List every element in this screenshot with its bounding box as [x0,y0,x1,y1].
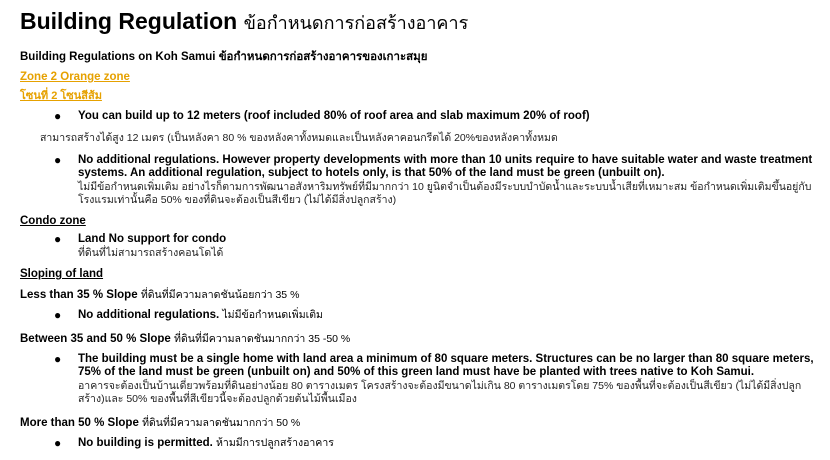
slope-more50-item-th: ห้ามมีการปลูกสร้างอาคาร [216,437,334,449]
condo-item-th: ที่ดินที่ไม่สามารถสร้างคอนโดได้ [78,247,224,259]
bullet-icon: ● [54,109,62,123]
bullet-icon: ● [54,352,62,366]
zone2-item-th: สามารถสร้างได้สูง 12 เมตร (เป็นหลังคา 80 % ของหลังคาทั้งหมดและเป็นหลังคาคอนกรีตได้ 20%ของหลังคาทั้งหมด [40,132,558,144]
list-item [54,309,816,322]
list-item [54,353,816,406]
slope-heading: Sloping of land [20,268,104,280]
slope-between-item-th: อาคารจะต้องเป็นบ้านเดี่ยวพร้อมที่ดินอย่างน้อย 80 ตารางเมตร โครงสร้างจะต้องมีขนาดไม่เกิน 80 ตารางเมตรโดย 75% ของพื้นที่จะต้องเป็นสีเขียว (ไม่ได้มีสิ่งปลูกสร้าง)และ 50% ของพื้นที่สีเขียวนี้จะต้องปลูกด้วยต้นไม้พื้นเมือง [78,380,802,405]
slope-between-list [20,353,816,406]
list-item [54,437,816,450]
slope-less35-th: ที่ดินที่มีความลาดชันน้อยกว่า 35 % [140,289,300,301]
slope-more50-item-en: No building is permitted. [78,437,213,449]
slope-more50 [20,414,816,431]
condo-list [20,233,816,260]
slope-between-item-en: The building must be a single home with land area a minimum of 80 square meters. Structures can be no larger than 80 square meters, 75% of the land must be green (unbuilt on) and 50% of this green land must have be planted with trees native to Koh Samui. [78,353,814,378]
slope-more50-en: More than 50 % Slope [20,417,139,429]
bullet-icon: ● [54,308,62,322]
slope-more50-th: ที่ดินที่มีความลาดชันมากกว่า 50 % [142,417,301,429]
slope-between-en: Between 35 and 50 % Slope [20,333,171,345]
slope-less35-en: Less than 35 % Slope [20,289,138,301]
zone2-title-en: Zone 2 Orange zone [20,71,130,83]
condo-heading: Condo zone [20,215,86,227]
list-item [54,110,816,123]
bullet-icon: ● [54,232,62,246]
bullet-icon: ● [54,436,62,450]
page-title-en: Building Regulation [20,8,238,34]
list-item [54,154,816,207]
slope-between-th: ที่ดินที่มีความลาดชันมากกว่า 35 -50 % [174,333,351,345]
bullet-icon: ● [54,153,62,167]
subtitle: Building Regulations on Koh Samui ข้อกำหนดการก่อสร้างอาคารของเกาะสมุย [20,51,428,63]
zone2-item-en: No additional regulations. However property developments with more than 10 units require to have suitable water and waste treatment systems. An additional regulation, subject to hotels only, is that 50% of the land must be green (unbuilt on). [78,154,813,179]
slope-more50-list [20,437,816,450]
condo-item-en: Land No support for condo [78,233,227,245]
slope-less35-item-th: ไม่มีข้อกำหนดเพิ่มเติม [222,309,323,321]
slope-less35-list [20,309,816,322]
zone2-item-th: ไม่มีข้อกำหนดเพิ่มเติม อย่างไรก็ตามการพัฒนาอสังหาริมทรัพย์ที่มีมากกว่า 10 ยูนิตจำเป็นต้องมีระบบบำบัดน้ำและระบบน้ำเสียที่เหมาะสม ข้อกำหนดเพิ่มเติมขึ้นอยู่กับโรงแรมเท่านั้นคือ 50% ของที่ดินจะต้องเป็นสีเขียว (ไม่ได้มีสิ่งปลูกสร้าง) [78,181,812,206]
slope-less35-item-en: No additional regulations. [78,309,220,321]
zone2-list [20,110,816,123]
zone2-item-en: You can build up to 12 meters (roof included 80% of roof area and slab maximum 20% of roof) [78,110,590,122]
zone2-title-th: โซนที่ 2 โซนสีส้ม [20,90,102,102]
list-item [54,233,816,260]
slope-between [20,330,816,347]
slope-less35 [20,286,816,303]
zone2-list-2 [20,154,816,207]
page-title-th: ข้อกำหนดการก่อสร้างอาคาร [243,13,469,33]
page-title [20,6,816,38]
